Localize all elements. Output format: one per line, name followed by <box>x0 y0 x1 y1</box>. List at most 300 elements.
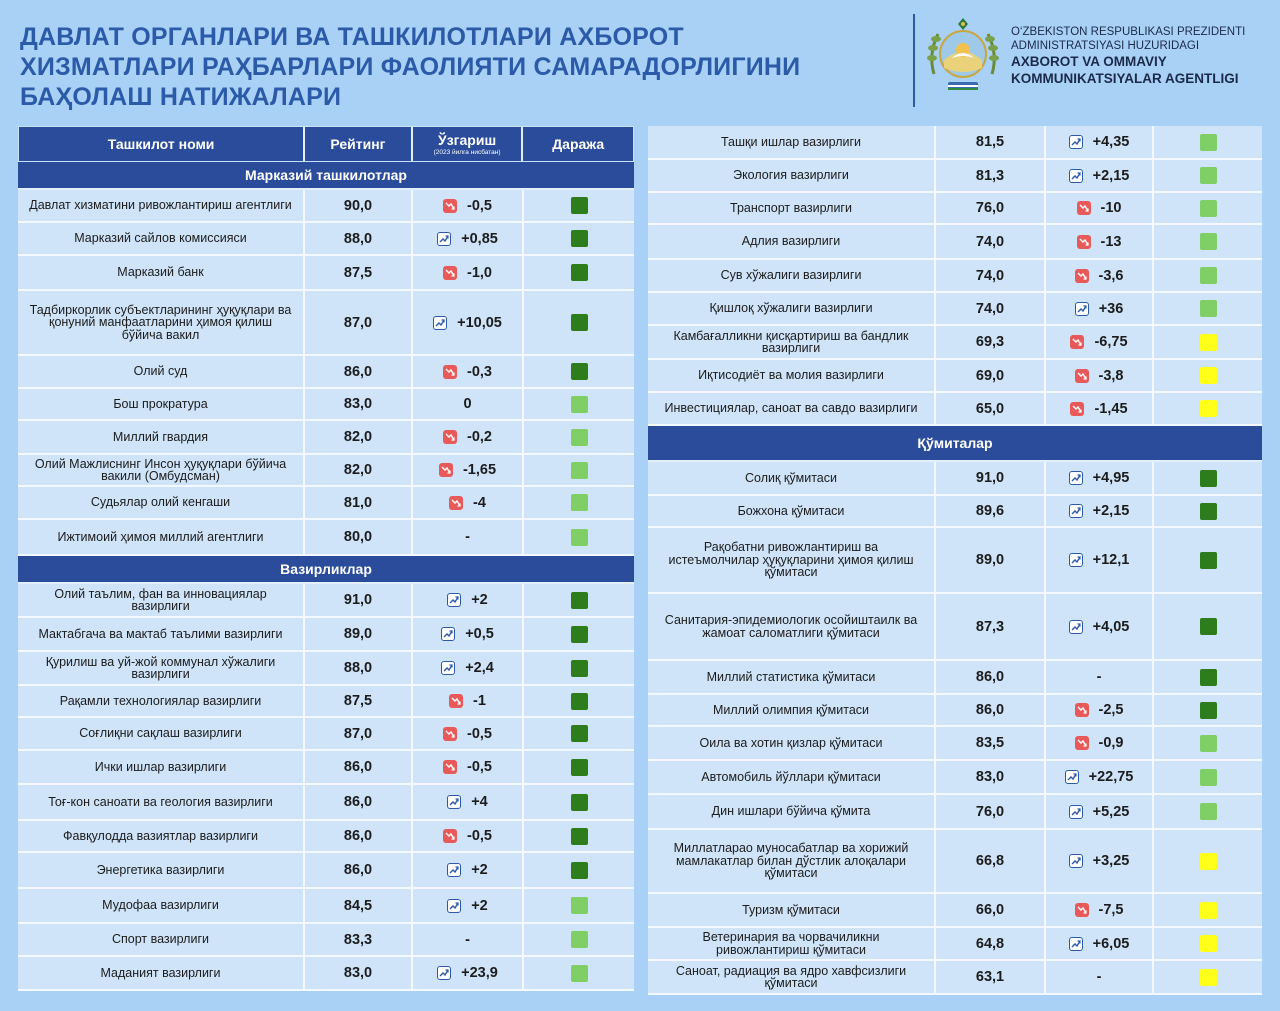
table-row <box>18 291 634 356</box>
org-name: Тоғ-кон саноати ва геология вазирлиги <box>48 794 273 809</box>
change-cell <box>1044 326 1152 358</box>
level-indicator <box>571 197 588 214</box>
level-cell <box>522 584 634 616</box>
rating-value: 83,0 <box>934 761 1044 793</box>
org-name: Сув хўжалиги вазирлиги <box>720 268 862 283</box>
level-cell <box>522 487 634 518</box>
level-indicator <box>1200 367 1217 384</box>
change-cell <box>411 652 522 684</box>
org-name: Қишлоқ хўжалиги вазирлиги <box>709 301 873 316</box>
level-indicator <box>1200 902 1217 919</box>
section-header: Қўмиталар <box>648 426 1262 462</box>
change-cell <box>411 421 522 453</box>
org-name: Санитария-эпидемиологик осойиштаилк ва жамоат саломатлиги қўмитаси <box>664 613 918 640</box>
table-row <box>18 889 634 924</box>
org-name: Маданият вазирлиги <box>100 965 221 980</box>
org-name: Спорт вазирлиги <box>112 932 209 947</box>
trend-down-icon <box>443 727 457 741</box>
level-indicator <box>1200 552 1217 569</box>
level-indicator <box>571 429 588 446</box>
level-cell <box>522 455 634 485</box>
table-row <box>648 961 1262 995</box>
change-value: -0,5 <box>467 828 492 844</box>
level-cell <box>1152 496 1262 526</box>
level-indicator <box>571 828 588 845</box>
trend-down-icon <box>1075 369 1089 383</box>
trend-up-icon <box>1069 620 1083 634</box>
table-row <box>18 487 634 520</box>
change-value: -0,2 <box>467 429 492 445</box>
change-cell <box>411 821 522 851</box>
header-change-sub: (2023 йилга нисбатан) <box>433 149 501 156</box>
change-value: - <box>1096 969 1102 985</box>
rating-value: 83,0 <box>303 957 411 989</box>
level-indicator <box>1200 669 1217 686</box>
change-value: -7,5 <box>1098 902 1124 918</box>
level-indicator <box>571 592 588 609</box>
rating-value: 81,3 <box>934 160 1044 191</box>
org-name: Оила ва хотин қизлар қўмитаси <box>699 735 883 750</box>
level-cell <box>522 957 634 989</box>
change-value: -1 <box>473 693 486 709</box>
level-cell <box>522 256 634 289</box>
change-value: +3,25 <box>1092 853 1130 869</box>
table-row <box>18 421 634 455</box>
org-name: Миллий статистика қўмитаси <box>706 669 876 684</box>
section-header: Вазирликлар <box>18 556 634 584</box>
rating-value: 91,0 <box>934 462 1044 494</box>
change-cell <box>411 686 522 716</box>
change-cell <box>411 256 522 289</box>
level-cell <box>1152 761 1262 793</box>
rating-value: 80,0 <box>303 520 411 554</box>
change-value: +4,95 <box>1092 470 1130 486</box>
level-cell <box>522 291 634 354</box>
rating-value: 91,0 <box>303 584 411 616</box>
table-row <box>648 462 1262 496</box>
level-indicator <box>1200 969 1217 986</box>
change-cell <box>1044 462 1152 494</box>
rating-value: 69,3 <box>934 326 1044 358</box>
level-cell <box>522 652 634 684</box>
change-value: +4 <box>471 794 488 810</box>
rating-value: 64,8 <box>934 928 1044 959</box>
trend-up-icon <box>1069 504 1083 518</box>
level-indicator <box>571 965 588 982</box>
org-name: Марказий сайлов комиссияси <box>74 231 247 246</box>
org-name: Миллатларао муносабатлар ва хорижий мамлакатлар билан дўстлик алоқалари қўмитаси <box>673 841 909 881</box>
org-name: Ташқи ишлар вазирлиги <box>720 134 862 149</box>
trend-up-icon <box>1069 471 1083 485</box>
rating-value: 89,0 <box>934 528 1044 592</box>
org-name: Транспорт вазирлиги <box>730 200 852 215</box>
rating-value: 86,0 <box>934 695 1044 725</box>
level-indicator <box>571 363 588 380</box>
rating-value: 86,0 <box>303 751 411 783</box>
change-value: +5,25 <box>1092 803 1130 820</box>
rating-value: 84,5 <box>303 889 411 922</box>
table-row <box>18 356 634 389</box>
org-name: Мудофаа вазирлиги <box>102 898 219 913</box>
table-row <box>18 751 634 785</box>
change-value: +0,85 <box>461 230 498 247</box>
org-name: Иқтисодиёт ва молия вазирлиги <box>698 368 884 383</box>
change-value: +4,35 <box>1092 134 1130 150</box>
level-indicator <box>1200 267 1217 284</box>
org-name: Олий суд <box>133 364 188 379</box>
change-value: -1,45 <box>1094 400 1128 417</box>
agency-line-4: KOMMUNIKATSIYALAR AGENTLIGI <box>1011 71 1239 86</box>
change-cell <box>1044 360 1152 391</box>
rating-value: 87,5 <box>303 686 411 716</box>
org-name: Марказий банк <box>117 265 204 280</box>
agency-line-1: O‘ZBEKISTON RESPUBLIKASI PREZIDENTI <box>1011 26 1246 38</box>
table-row <box>18 584 634 618</box>
change-cell <box>1044 661 1152 693</box>
change-value: -6,75 <box>1094 334 1128 350</box>
level-indicator <box>571 794 588 811</box>
change-cell <box>411 718 522 749</box>
level-indicator <box>571 314 588 331</box>
change-value: -1,65 <box>462 462 497 478</box>
change-value: -3,6 <box>1098 267 1124 284</box>
rating-value: 66,0 <box>934 894 1044 926</box>
change-cell <box>411 889 522 922</box>
level-cell <box>1152 830 1262 892</box>
level-indicator <box>1200 470 1217 487</box>
level-indicator <box>571 230 588 247</box>
level-cell <box>1152 225 1262 258</box>
table-row <box>18 223 634 256</box>
level-indicator <box>571 529 588 546</box>
rating-value: 86,0 <box>934 661 1044 693</box>
change-cell <box>411 455 522 485</box>
right-table-body <box>648 126 1262 995</box>
rating-value: 86,0 <box>303 853 411 887</box>
rating-value: 81,0 <box>303 487 411 518</box>
rating-value: 65,0 <box>934 393 1044 424</box>
level-indicator <box>1200 300 1217 317</box>
change-value: +6,05 <box>1092 935 1130 952</box>
org-name: Қурилиш ва уй-жой коммунал хўжалиги вазирлиги <box>45 654 276 681</box>
change-cell <box>411 785 522 819</box>
level-cell <box>1152 594 1262 659</box>
change-cell <box>411 389 522 419</box>
table-row <box>648 260 1262 293</box>
level-cell <box>1152 260 1262 291</box>
rating-value: 86,0 <box>303 356 411 387</box>
level-indicator <box>1200 503 1217 520</box>
trend-up-icon <box>437 232 451 246</box>
level-indicator <box>571 759 588 776</box>
change-cell <box>411 853 522 887</box>
level-indicator <box>571 396 588 413</box>
agency-line-3: AXBOROT VA OMMAVIY <box>1011 54 1167 69</box>
table-row <box>648 594 1262 661</box>
left-table-body <box>18 162 634 991</box>
state-emblem-icon <box>922 14 1004 96</box>
table-row <box>18 785 634 821</box>
table-row <box>648 326 1262 360</box>
table-row <box>648 126 1262 160</box>
table-row <box>18 686 634 718</box>
change-value: +2,15 <box>1092 167 1130 184</box>
trend-down-icon <box>449 694 463 708</box>
trend-up-icon <box>1069 553 1083 567</box>
change-value: +2 <box>471 592 488 608</box>
level-cell <box>1152 661 1262 693</box>
left-table <box>18 126 634 991</box>
trend-down-icon <box>449 496 463 510</box>
level-cell <box>1152 894 1262 926</box>
change-cell <box>1044 761 1152 793</box>
table-row <box>18 520 634 556</box>
level-cell <box>522 785 634 819</box>
table-row <box>648 193 1262 225</box>
org-name: Олий таълим, фан ва инновациялар вазирлиги <box>54 586 267 613</box>
rating-value: 87,5 <box>303 256 411 289</box>
org-name: Миллий олимпия қўмитаси <box>712 702 870 717</box>
table-row <box>18 924 634 957</box>
level-cell <box>1152 528 1262 592</box>
rating-value: 66,8 <box>934 830 1044 892</box>
org-name: Солиқ қўмитаси <box>745 470 837 485</box>
rating-value: 83,3 <box>303 924 411 955</box>
change-cell <box>1044 928 1152 959</box>
org-name: Ички ишлар вазирлиги <box>94 759 227 774</box>
rating-value: 82,0 <box>303 455 411 485</box>
trend-down-icon <box>1070 335 1084 349</box>
table-row <box>18 618 634 652</box>
table-row <box>18 821 634 853</box>
level-indicator <box>571 626 588 643</box>
rating-value: 87,0 <box>303 718 411 749</box>
org-name: Экология вазирлиги <box>733 168 849 183</box>
table-row <box>648 496 1262 528</box>
change-value: -2,5 <box>1098 702 1124 718</box>
level-indicator <box>571 462 588 479</box>
header-change: Ўзгариш <box>438 132 497 148</box>
agency-name <box>1011 25 1245 87</box>
org-name: Бош прократура <box>113 396 208 411</box>
rating-value: 81,5 <box>934 126 1044 158</box>
level-cell <box>1152 961 1262 993</box>
title-line-2: ХИЗМАТЛАРИ РАҲБАРЛАРИ ФАОЛИЯТИ САМАРАДОРЛИГИНИ <box>20 53 801 81</box>
org-name: Тадбиркорлик субъектларининг ҳуқуқлари ва қонуний манфаатларини ҳимоя қилиш бўйича вакил <box>29 302 292 342</box>
change-value: -0,9 <box>1098 735 1124 751</box>
table-row <box>18 853 634 889</box>
table-row <box>648 393 1262 426</box>
level-indicator <box>1200 400 1217 417</box>
level-cell <box>522 223 634 254</box>
change-cell <box>411 487 522 518</box>
trend-down-icon <box>443 199 457 213</box>
trend-up-icon <box>1065 770 1079 784</box>
trend-up-icon <box>447 899 461 913</box>
trend-down-icon <box>1077 235 1091 249</box>
change-cell <box>411 520 522 554</box>
rating-value: 88,0 <box>303 652 411 684</box>
change-value: -3,8 <box>1098 367 1124 384</box>
trend-up-icon <box>1069 937 1083 951</box>
change-value: -0,3 <box>467 363 492 380</box>
level-cell <box>522 520 634 554</box>
table-row <box>18 389 634 421</box>
level-indicator <box>1200 134 1217 151</box>
level-indicator <box>571 897 588 914</box>
level-cell <box>522 889 634 922</box>
org-name: Соғлиқни сақлаш вазирлиги <box>79 726 242 741</box>
table-row <box>18 190 634 223</box>
org-name: Фавқулодда вазиятлар вазирлиги <box>63 828 258 843</box>
rating-value: 86,0 <box>303 821 411 851</box>
level-indicator <box>1200 233 1217 250</box>
change-cell <box>411 618 522 650</box>
table-row <box>18 652 634 686</box>
change-value: - <box>465 931 470 948</box>
header-divider <box>913 14 915 107</box>
table-row <box>648 528 1262 594</box>
change-cell <box>411 957 522 989</box>
trend-down-icon <box>1075 736 1089 750</box>
change-cell <box>1044 260 1152 291</box>
trend-down-icon <box>443 829 457 843</box>
level-indicator <box>571 862 588 879</box>
table-row <box>18 256 634 291</box>
rating-value: 87,3 <box>934 594 1044 659</box>
change-cell <box>1044 293 1152 324</box>
level-indicator <box>571 264 588 281</box>
trend-up-icon <box>1069 169 1083 183</box>
level-indicator <box>1200 334 1217 351</box>
change-value: +36 <box>1098 300 1124 317</box>
org-name: Дин ишлари бўйича қўмита <box>711 804 871 819</box>
rating-value: 74,0 <box>934 225 1044 258</box>
level-cell <box>522 389 634 419</box>
level-indicator <box>1200 702 1217 719</box>
trend-down-icon <box>439 463 453 477</box>
rating-value: 76,0 <box>934 193 1044 223</box>
change-value: +2,15 <box>1092 503 1130 519</box>
rating-value: 82,0 <box>303 421 411 453</box>
level-cell <box>1152 160 1262 191</box>
level-cell <box>1152 393 1262 424</box>
trend-up-icon <box>1069 854 1083 868</box>
level-indicator <box>571 725 588 742</box>
change-cell <box>411 291 522 354</box>
agency-line-2: ADMINISTRATSIYASI HUZURIDAGI <box>1011 40 1200 52</box>
rating-value: 89,0 <box>303 618 411 650</box>
change-value: -4 <box>473 494 486 511</box>
level-cell <box>1152 193 1262 223</box>
level-cell <box>1152 293 1262 324</box>
level-cell <box>522 421 634 453</box>
level-indicator <box>1200 167 1217 184</box>
trend-up-icon <box>447 795 461 809</box>
change-cell <box>1044 727 1152 759</box>
trend-down-icon <box>443 760 457 774</box>
table-row <box>648 727 1262 761</box>
change-value: -13 <box>1100 233 1122 250</box>
level-indicator <box>571 494 588 511</box>
org-name: Божхона қўмитаси <box>737 503 845 518</box>
title-line-3: БАҲОЛАШ НАТИЖАЛАРИ <box>20 83 342 111</box>
table-row <box>648 894 1262 928</box>
change-cell <box>1044 830 1152 892</box>
table-row <box>648 695 1262 727</box>
rating-value: 74,0 <box>934 260 1044 291</box>
change-value: -0,5 <box>467 759 492 775</box>
org-name: Энергетика вазирлиги <box>96 862 225 877</box>
change-cell <box>1044 393 1152 424</box>
level-cell <box>1152 326 1262 358</box>
trend-up-icon <box>437 966 451 980</box>
table-row <box>648 928 1262 961</box>
change-value: - <box>1096 669 1102 685</box>
trend-down-icon <box>1075 269 1089 283</box>
table-row <box>18 718 634 751</box>
trend-down-icon <box>443 266 457 280</box>
change-value: -10 <box>1100 200 1122 216</box>
change-cell <box>1044 496 1152 526</box>
level-indicator <box>1200 200 1217 217</box>
level-cell <box>1152 462 1262 494</box>
level-cell <box>522 718 634 749</box>
level-cell <box>1152 928 1262 959</box>
trend-up-icon <box>1075 302 1089 316</box>
level-cell <box>522 821 634 851</box>
table-row <box>648 661 1262 695</box>
level-indicator <box>571 693 588 710</box>
change-value: -0,5 <box>467 725 492 742</box>
change-cell <box>1044 961 1152 993</box>
rating-value: 90,0 <box>303 190 411 221</box>
level-indicator <box>571 931 588 948</box>
trend-up-icon <box>1069 805 1083 819</box>
level-indicator <box>1200 935 1217 952</box>
level-cell <box>522 751 634 783</box>
change-cell <box>1044 695 1152 725</box>
table-row <box>648 761 1262 795</box>
level-cell <box>522 853 634 887</box>
org-name: Ветеринария ва чорвачиликни ривожлантириш қўмитаси <box>702 930 880 957</box>
trend-up-icon <box>447 593 461 607</box>
level-cell <box>1152 695 1262 725</box>
change-cell <box>411 751 522 783</box>
level-indicator <box>1200 769 1217 786</box>
change-cell <box>1044 160 1152 191</box>
level-indicator <box>571 660 588 677</box>
level-cell <box>1152 126 1262 158</box>
header-name: Ташкилот номи <box>107 135 215 152</box>
change-value: +22,75 <box>1088 769 1134 785</box>
trend-up-icon <box>1069 135 1083 149</box>
org-name: Давлат хизматини ривожлантириш агентлиги <box>29 198 292 213</box>
header-level: Даража <box>552 136 605 152</box>
trend-down-icon <box>1075 703 1089 717</box>
change-cell <box>1044 594 1152 659</box>
trend-down-icon <box>1070 402 1084 416</box>
org-name: Судьялар олий кенгаши <box>90 495 231 510</box>
trend-up-icon <box>433 316 447 330</box>
level-cell <box>522 924 634 955</box>
change-value: +2 <box>471 897 488 914</box>
level-indicator <box>1200 735 1217 752</box>
rating-value: 63,1 <box>934 961 1044 993</box>
change-value: -1,0 <box>467 264 492 281</box>
change-cell <box>411 924 522 955</box>
change-value: +4,05 <box>1092 618 1130 635</box>
